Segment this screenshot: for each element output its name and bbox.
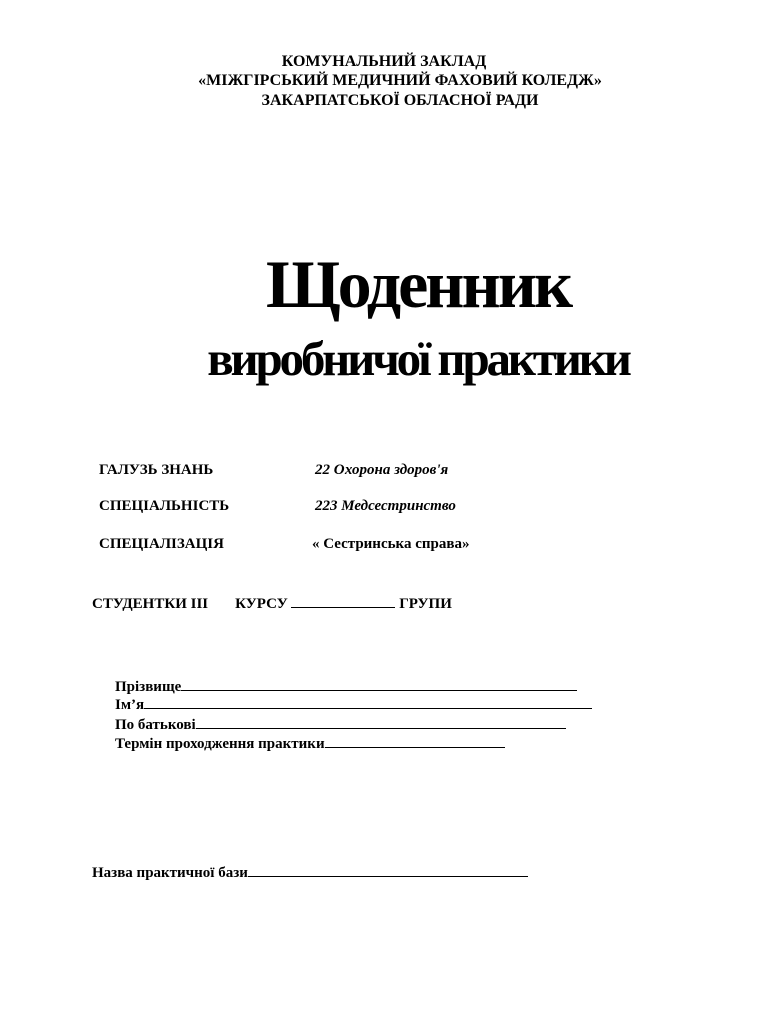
- course-label: КУРСУ: [235, 596, 288, 612]
- name-label: Ім’я: [115, 697, 145, 713]
- title-practice: виробничої практики: [207, 331, 629, 386]
- specialization-label: СПЕЦІАЛІЗАЦІЯ: [99, 536, 224, 552]
- institution-line-1: КОМУНАЛЬНИЙ ЗАКЛАД: [281, 53, 487, 70]
- practice-base-blank-field[interactable]: [248, 862, 528, 877]
- group-label: ГРУПИ: [399, 596, 452, 612]
- name-blank-field[interactable]: [144, 694, 592, 709]
- surname-label: Прізвище: [115, 679, 182, 695]
- field-of-knowledge-value: 22 Охорона здоров'я: [315, 462, 449, 478]
- term-row: [115, 733, 505, 753]
- title-diary: Щоденник: [265, 246, 570, 322]
- surname-blank-field[interactable]: [181, 676, 577, 691]
- name-row: [115, 694, 592, 714]
- practice-base-row: [92, 862, 528, 882]
- surname-row: [115, 676, 577, 696]
- practice-base-label: Назва практичної бази: [92, 865, 248, 881]
- student-prefix: СТУДЕНТКИ ІІІ: [92, 596, 209, 612]
- specialization-value: « Сестринська справа»: [312, 536, 470, 552]
- specialty-label: СПЕЦІАЛЬНІСТЬ: [99, 498, 230, 514]
- student-course-row: [92, 593, 452, 613]
- specialty-value: 223 Медсестринство: [315, 498, 456, 514]
- patronymic-label: По батькові: [115, 717, 196, 733]
- term-blank-field[interactable]: [325, 733, 505, 748]
- institution-line-2: «МІЖГІРСЬКИЙ МЕДИЧНИЙ ФАХОВИЙ КОЛЕДЖ»: [198, 72, 602, 89]
- institution-line-3: ЗАКАРПАТСЬКОЇ ОБЛАСНОЇ РАДИ: [261, 92, 539, 109]
- course-blank-field[interactable]: [291, 593, 395, 608]
- term-label: Термін проходження практики: [115, 736, 325, 752]
- patronymic-row: [115, 714, 566, 734]
- patronymic-blank-field[interactable]: [196, 714, 566, 729]
- field-of-knowledge-label: ГАЛУЗЬ ЗНАНЬ: [99, 462, 214, 478]
